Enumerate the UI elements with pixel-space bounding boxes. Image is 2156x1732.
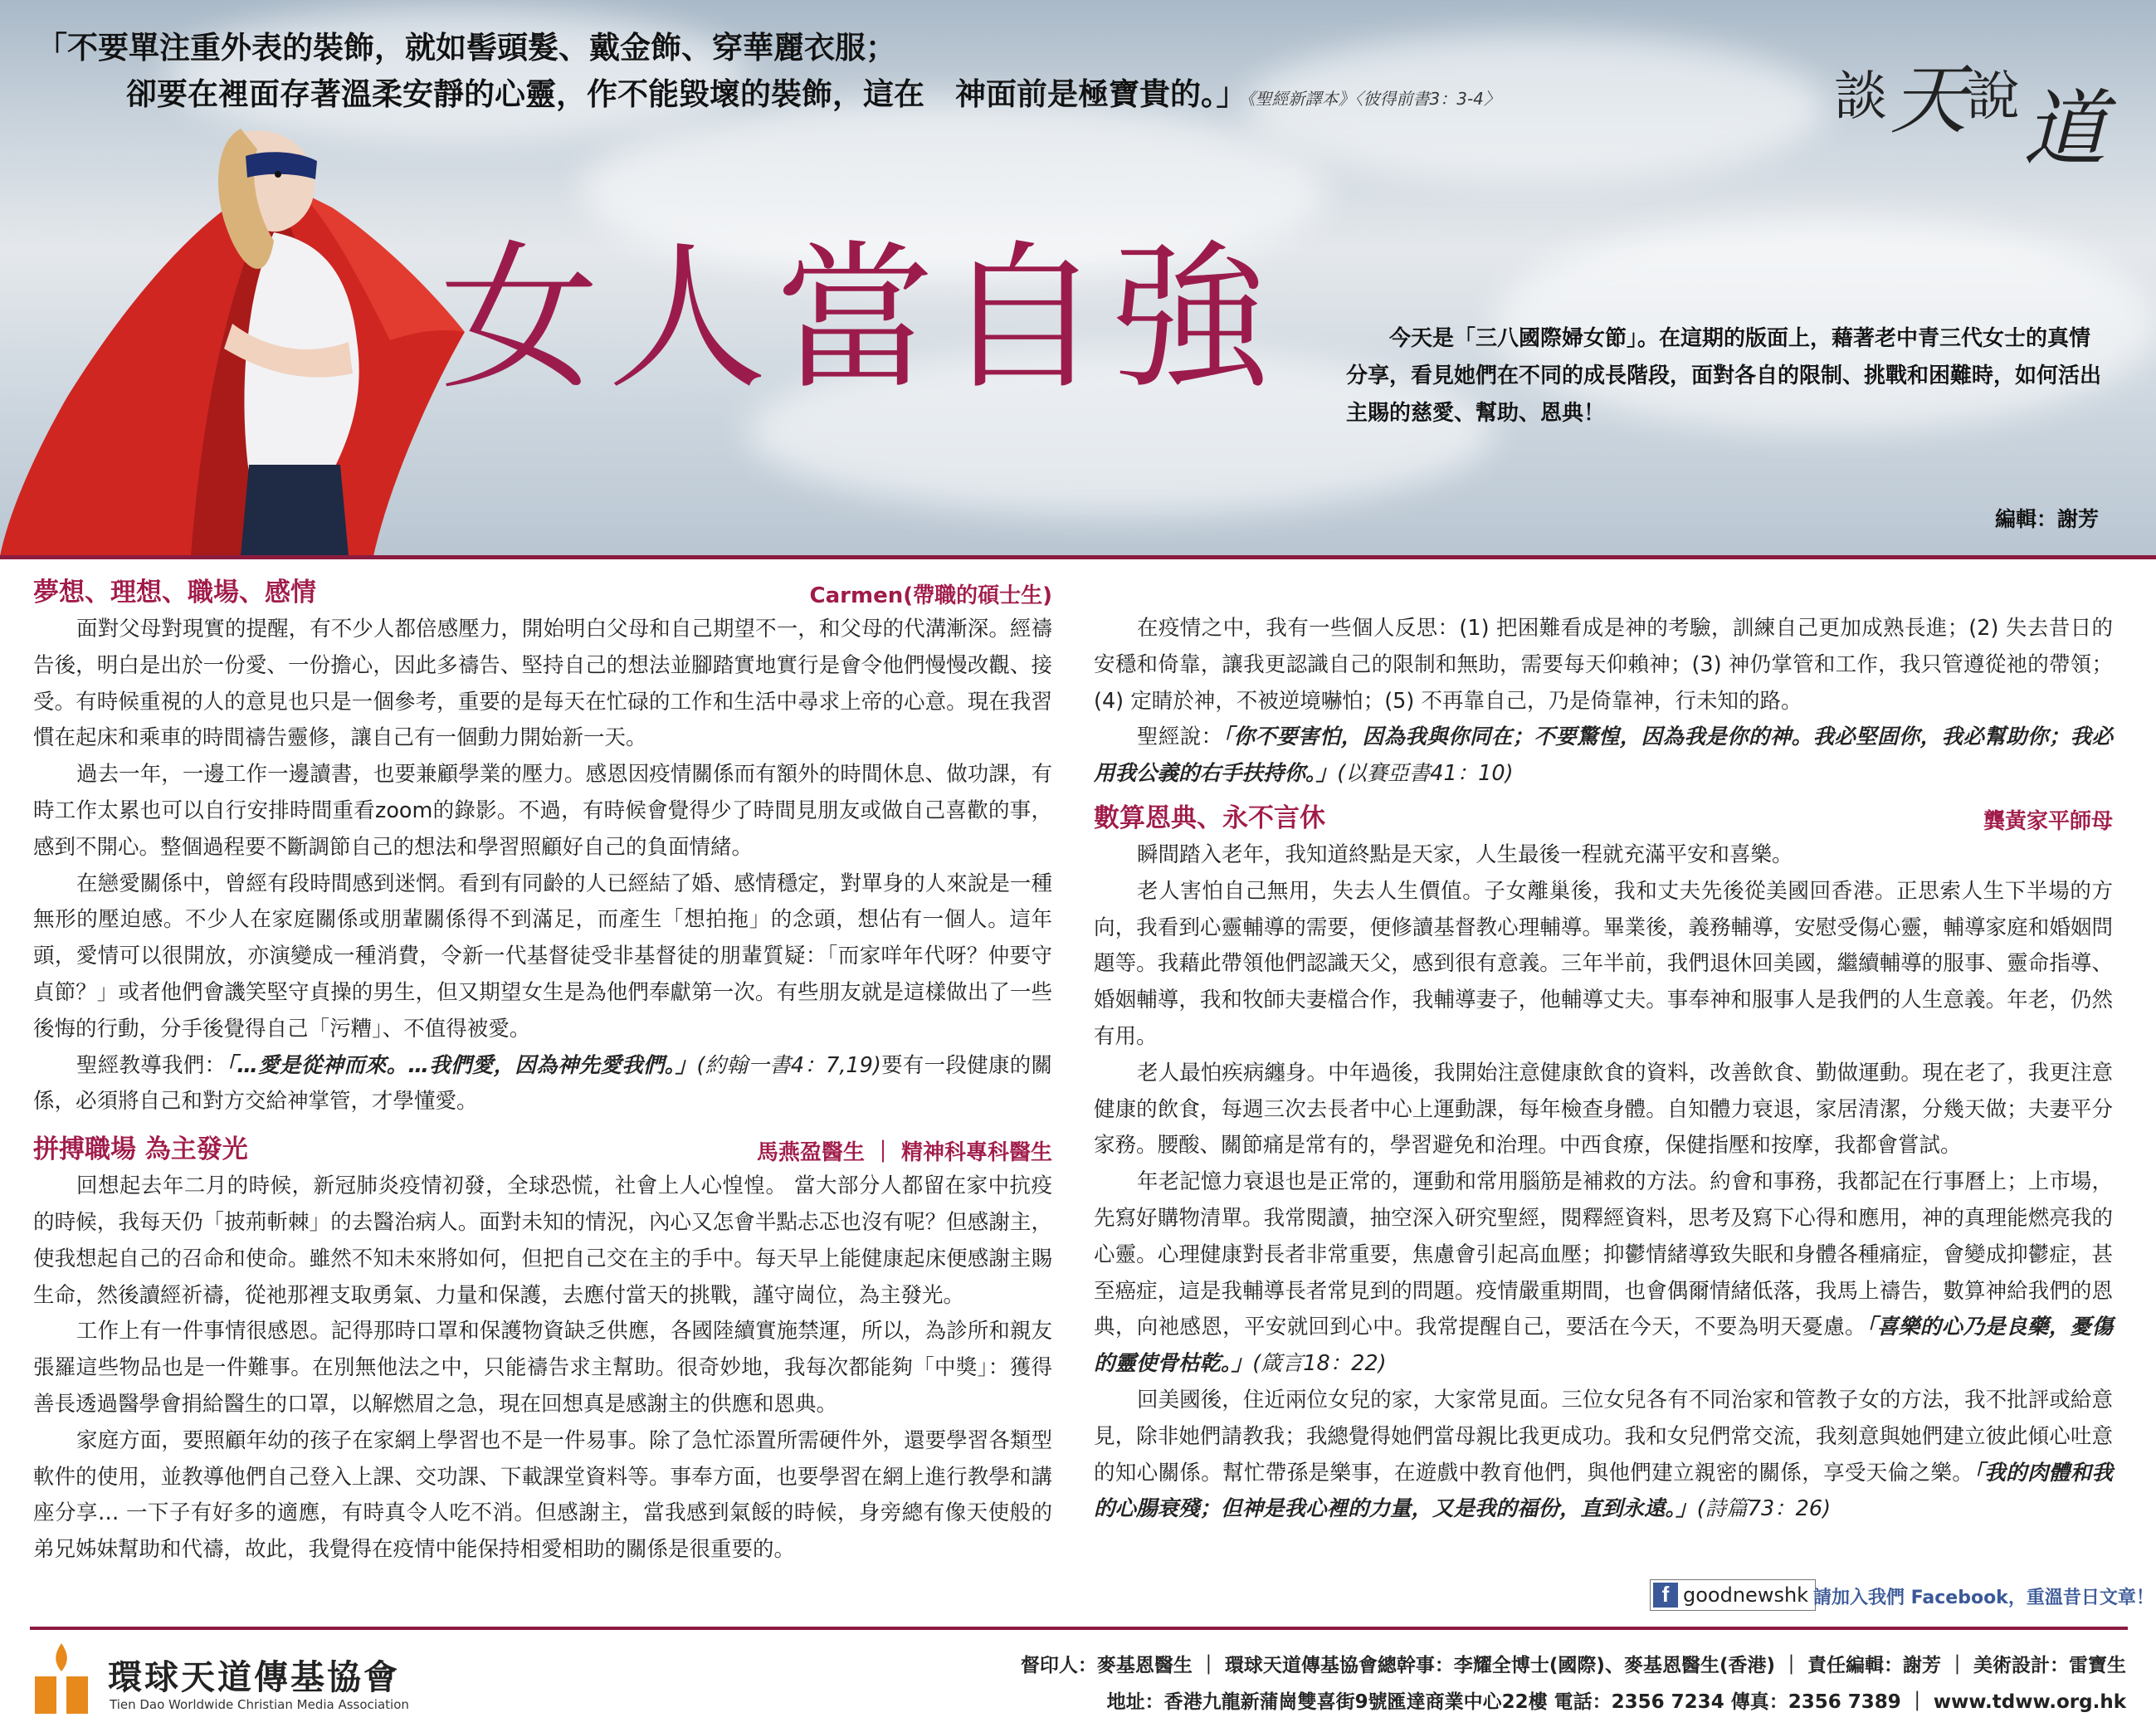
section-3-header bbox=[1094, 801, 2113, 837]
section-3-paragraph-1: 瞬間踏入老年，我知道終點是天家，人生最後一程就充滿平安和喜樂。 bbox=[1137, 842, 1793, 867]
credits-line-2: 地址：香港九龍新蒲崗雙喜街9號匯達商業中心22樓 電話：2356 7234 傳真：2356 7389 ｜ www.tdww.org.hk bbox=[1106, 1691, 2126, 1713]
section-1-paragraph-1: 面對父母對現實的提醒，有不少人都倍感壓力，開始明白父母和自己期望不一，和父母的代溝漸深。經禱告後，明白是出於一份愛、一份擔心，因此多禱告、堅持自己的想法並腳踏實地實行是會令他們慢慢改觀、接受。有時候重視的人的意見也只是一個參考，重要的是每天在忙碌的工作和生活中尋求上帝的心意。現在我習慣在起床和乘車的時間禱告靈修，讓自己有一個動力開始新一天。 bbox=[33, 617, 1052, 751]
organization-logo-icon bbox=[32, 1643, 91, 1714]
section-3-title: 數算恩典、永不言休 bbox=[1094, 803, 1325, 833]
scripture-reference: (箴言18：22) bbox=[1252, 1351, 1387, 1377]
section-1-paragraph-2: 過去一年，一邊工作一邊讀書，也要兼顧學業的壓力。感恩因疫情關係而有額外的時間休息、做功課，有時工作太累也可以自行安排時間重看zoom的錄影。不過，有時候會覺得少了時間見朋友或做自己喜歡的事，感到不開心。整個過程要不斷調節自己的想法和學習照顧好自己的負面情緒。 bbox=[33, 762, 1052, 860]
organization-name-en: Tien Dao Worldwide Christian Media Association bbox=[110, 1697, 409, 1712]
quote-reference: 《聖經新譯本》〈彼得前書3：3-4〉 bbox=[1246, 89, 1500, 109]
feature-title: 女人當自強 bbox=[440, 227, 1278, 412]
organization-name: 環球天道傳基協會 bbox=[108, 1657, 400, 1697]
left-column bbox=[33, 575, 1052, 1569]
scripture-quote bbox=[37, 25, 1500, 122]
scripture-reference: (詩篇73：26) bbox=[1696, 1496, 1832, 1522]
scripture-emphasis: 「我的肉體和我的心腸衰殘；但神是我心裡的力量，又是我的福份，直到永遠。」 bbox=[1094, 1460, 2113, 1522]
section-1-header bbox=[33, 575, 1052, 612]
facebook-icon: f bbox=[1653, 1583, 1678, 1608]
quote-line-1: 「不要單注重外表的裝飾，就如髻頭髮、戴金飾、穿華麗衣服； bbox=[37, 30, 896, 66]
scripture-emphasis: 「…愛是從神而來。…我們愛，因為神先愛我們。」 bbox=[226, 1052, 697, 1078]
facebook-link[interactable] bbox=[1650, 1579, 1816, 1611]
section-2-paragraph-2: 工作上有一件事情很感恩。記得那時口罩和保護物資缺乏供應，各國陸續實施禁運，所以，為診所和親友張羅這些物品也是一件難事。在別無他法之中，只能禱告求主幫助。很奇妙地，我每次都能夠「中獎」：獲得善長透過醫學會捐給醫生的口罩，以解燃眉之急，現在回想真是感謝主的供應和恩典。 bbox=[33, 1319, 1052, 1417]
section-2-paragraph-5: 聖經說：「你不要害怕，因為我與你同在；不要驚惶，因為我是你的神。我必堅固你，我必幫助你；我必用我公義的右手扶持你。」(以賽亞書41：10) bbox=[1094, 725, 2113, 787]
logo-char-4: 道 bbox=[2023, 81, 2106, 178]
superhero-woman-image bbox=[0, 124, 498, 556]
section-1-paragraph-3: 在戀愛關係中，曾經有段時間感到迷惘。看到有同齡的人已經結了婚、感情穩定，對單身的人來說是一種無形的壓迫感。不少人在家庭關係或朋輩關係得不到滿足，而產生「想拍拖」的念頭，想佔有一個人。這年頭，愛情可以很開放，亦演變成一種消費，令新一代基督徒受非基督徒的朋輩質疑：「而家咩年代呀？仲要守貞節？」或者他們會譏笑堅守貞操的男生，但又期望女生是為他們奉獻第一次。有些朋友就是這樣做出了一些後悔的行動，分手後覺得自己「污糟」、不值得被愛。 bbox=[33, 871, 1052, 1042]
scripture-reference: (約翰一書4：7,19) bbox=[696, 1052, 881, 1078]
section-2-header bbox=[33, 1132, 1052, 1168]
section-3-paragraph-5: 回美國後，住近兩位女兒的家，大家常見面。三位女兒各有不同治家和管教子女的方法，我不批評或給意見，除非她們請教我；我總覺得她們當母親比我更成功。我和女兒們常交流，我刻意與她們建立彼此傾心吐意的知心關係。幫忙帶孫是樂事，在遊戲中教育他們，與他們建立親密的關係，享受天倫之樂。「我的肉體和我的心腸衰殘；但神是我心裡的力量，又是我的福份，直到永遠。」(詩篇73：26) bbox=[1094, 1387, 2113, 1522]
logo-char-2: 天 bbox=[1890, 56, 1968, 144]
facebook-invite[interactable]: 請加入我們 Facebook，重溫昔日文章！ bbox=[1813, 1588, 2154, 1608]
feature-intro: 今天是「三八國際婦女節」。在這期的版面上，藉著老中青三代女士的真情分享，看見她們在不同的成長階段，面對各自的限制、挑戰和困難時，如何活出主賜的慈愛、幫助、恩典！ bbox=[1346, 326, 2102, 426]
section-2-title: 拼搏職場 為主發光 bbox=[33, 1134, 248, 1165]
facebook-name: goodnewshk bbox=[1683, 1583, 1809, 1607]
right-column bbox=[1094, 611, 2113, 1528]
section-2-paragraph-3: 家庭方面，要照顧年幼的孩子在家網上學習也不是一件易事。除了急忙添置所需硬件外，還要學習各類型軟件的使用，並教導他們自己登入上課、交功課、下載課堂資料等。事奉方面，也要學習在網上進行教學和講座分享… 一下子有好多的適應，有時真令人吃不消。但感謝主，當我感到氣餒的時候，身旁總有像天使般的弟兄姊妹幫助和代禱，故此，我覺得在疫情中能保持相愛相助的關係是很重要的。 bbox=[33, 1427, 1052, 1563]
publication-credits bbox=[1021, 1647, 2126, 1720]
quote-line-2: 卻要在裡面存著溫柔安靜的心靈，作不能毀壞的裝飾，這在 神面前是極寶貴的。」 bbox=[126, 76, 1247, 112]
scripture-emphasis: 「喜樂的心乃是良藥，憂傷的靈使骨枯乾。」 bbox=[1094, 1315, 2113, 1377]
section-1-title: 夢想、理想、職場、感情 bbox=[33, 578, 316, 607]
section-3-paragraph-3: 老人最怕疾病纏身。中年過後，我開始注意健康飲食的資料，改善飲食、勤做運動。現在老了，我更注意健康的飲食，每週三次去長者中心上運動課，每年檢查身體。自知體力衰退，家居清潔，分幾天做；夫妻平分家務。腰酸、關節痛是常有的，學習避免和治理。中西食療，保健指壓和按摩，我都會嘗試。 bbox=[1094, 1060, 2113, 1159]
hero-banner bbox=[0, 0, 2156, 556]
top-divider bbox=[0, 555, 2156, 559]
editor-credit: 編輯：謝芳 bbox=[1995, 507, 2100, 531]
section-3-author: 龔黃家平師母 bbox=[1983, 808, 2113, 834]
bottom-divider bbox=[30, 1627, 2128, 1630]
section-1-paragraph-4: 聖經教導我們：「…愛是從神而來。…我們愛，因為神先愛我們。」(約翰一書4：7,19)要有一段健康的關係，必須將自己和對方交給神掌管，才學懂愛。 bbox=[33, 1052, 1052, 1115]
section-1-author: Carmen(帶職的碩士生) bbox=[809, 583, 1052, 608]
credits-line-1: 督印人：麥基恩醫生 ｜ 環球天道傳基協會總幹事：李耀全博士(國際)、麥基恩醫生(香港) ｜ 責任編輯：謝芳 ｜ 美術設計：雷寶生 bbox=[1020, 1655, 2126, 1676]
logo-char-1: 談 bbox=[1834, 66, 1887, 128]
scripture-emphasis: 「你不要害怕，因為我與你同在；不要驚惶，因為我是你的神。我必堅固你，我必幫助你；我必用我公義的右手扶持你。」 bbox=[1094, 725, 2113, 787]
scripture-reference: (以賽亞書41：10) bbox=[1337, 761, 1514, 787]
section-2-author: 馬燕盈醫生 ｜ 精神科專科醫生 bbox=[756, 1140, 1052, 1166]
section-3-paragraph-4: 年老記憶力衰退也是正常的，運動和常用腦筋是補救的方法。約會和事務，我都記在行事曆上；上市場，先寫好購物清單。我常閱讀，抽空深入研究聖經，閱釋經資料，思考及寫下心得和應用，神的真理能燃亮我的心靈。心理健康對長者非常重要，焦慮會引起高血壓；抑鬱情緒導致失眠和身體各種痛症，會變成抑鬱症，甚至癌症，這是我輔導長者常見到的問題。疫情嚴重期間，也會偶爾情緒低落，我馬上禱告，數算神給我們的恩典，向祂感恩，平安就回到心中。我常提醒自己，要活在今天，不要為明天憂慮。「喜樂的心乃是良藥，憂傷的靈使骨枯乾。」(箴言18：22) bbox=[1094, 1169, 2113, 1377]
section-3-paragraph-2: 老人害怕自己無用，失去人生價值。子女離巢後，我和丈夫先後從美國回香港。正思索人生下半場的方向，我看到心靈輔導的需要，便修讀基督教心理輔導。畢業後，義務輔導，安慰受傷心靈，輔導家庭和婚姻問題等。我藉此帶領他們認識天父，感到很有意義。三年半前，我們退休回美國，繼續輔導的服事、靈命指導、婚姻輔導，我和牧師夫妻檔合作，我輔導妻子，他輔導丈夫。事奉神和服事人是我們的人生意義。年老，仍然有用。 bbox=[1094, 878, 2113, 1049]
section-2-paragraph-4: 在疫情之中，我有一些個人反思：(1) 把困難看成是神的考驗，訓練自己更加成熟長進；(2) 失去昔日的安穩和倚靠，讓我更認識自己的限制和無助，需要每天仰賴神；(3) 神仍掌管和工作，我只管遵從祂的帶領；(4) 定睛於神，不被逆境嚇怕；(5) 不再靠自己，乃是倚靠神，行未知的路。 bbox=[1094, 616, 2113, 714]
logo-char-3: 說 bbox=[1967, 66, 2020, 128]
section-2-paragraph-1: 回想起去年二月的時候，新冠肺炎疫情初發，全球恐慌，社會上人心惶惶。 當大部分人都留在家中抗疫的時候，我每天仍「披荊斬棘」的去醫治病人。面對未知的情況，內心又怎會半點忐忑也沒有呢？但感謝主，使我想起自己的召命和使命。雖然不知未來將如何，但把自己交在主的手中。每天早上能健康起床便感謝主賜生命，然後讀經祈禱，從祂那裡支取勇氣、力量和保護，去應付當天的挑戰，謹守崗位，為主發光。 bbox=[33, 1173, 1052, 1308]
